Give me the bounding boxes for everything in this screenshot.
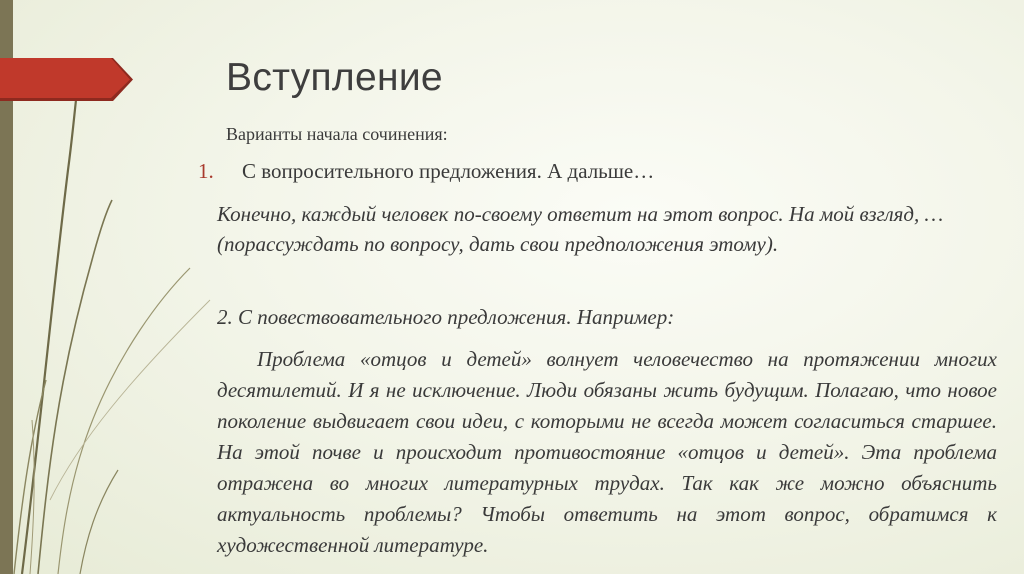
paragraph-example-essay: Проблема «отцов и детей» волнует человечество на протяжении многих десятилетий. И я не исключение. Люди обязаны жить будущим. Полагаю, что новое поколение выдвигает свои идеи, с которыми не всегда может согласиться старшее. На этой почве и происходит противостояние «отцов и детей». Эта проблема отражена во многих литературных трудах. Так как же можно объяснить актуальность проблемы? Чтобы ответить на этот вопрос, обратимся к художественной литературе. bbox=[217, 347, 997, 557]
list-item bbox=[198, 159, 654, 184]
paragraph-answer-example: Конечно, каждый человек по-своему ответит на этот вопрос. На мой взгляд, …(порассуждать по вопросу, дать свои предположения этому). bbox=[217, 202, 944, 256]
list-item-text: С вопросительного предложения. А дальше… bbox=[242, 159, 655, 183]
title-arrow-banner bbox=[0, 58, 133, 101]
slide-title: Вступление bbox=[226, 56, 443, 99]
slide-subtitle: Варианты начала сочинения: bbox=[226, 124, 448, 144]
paragraph-second-variant: 2. С повествовательного предложения. Например: bbox=[217, 305, 675, 329]
list-item-number: 1. bbox=[198, 159, 214, 183]
